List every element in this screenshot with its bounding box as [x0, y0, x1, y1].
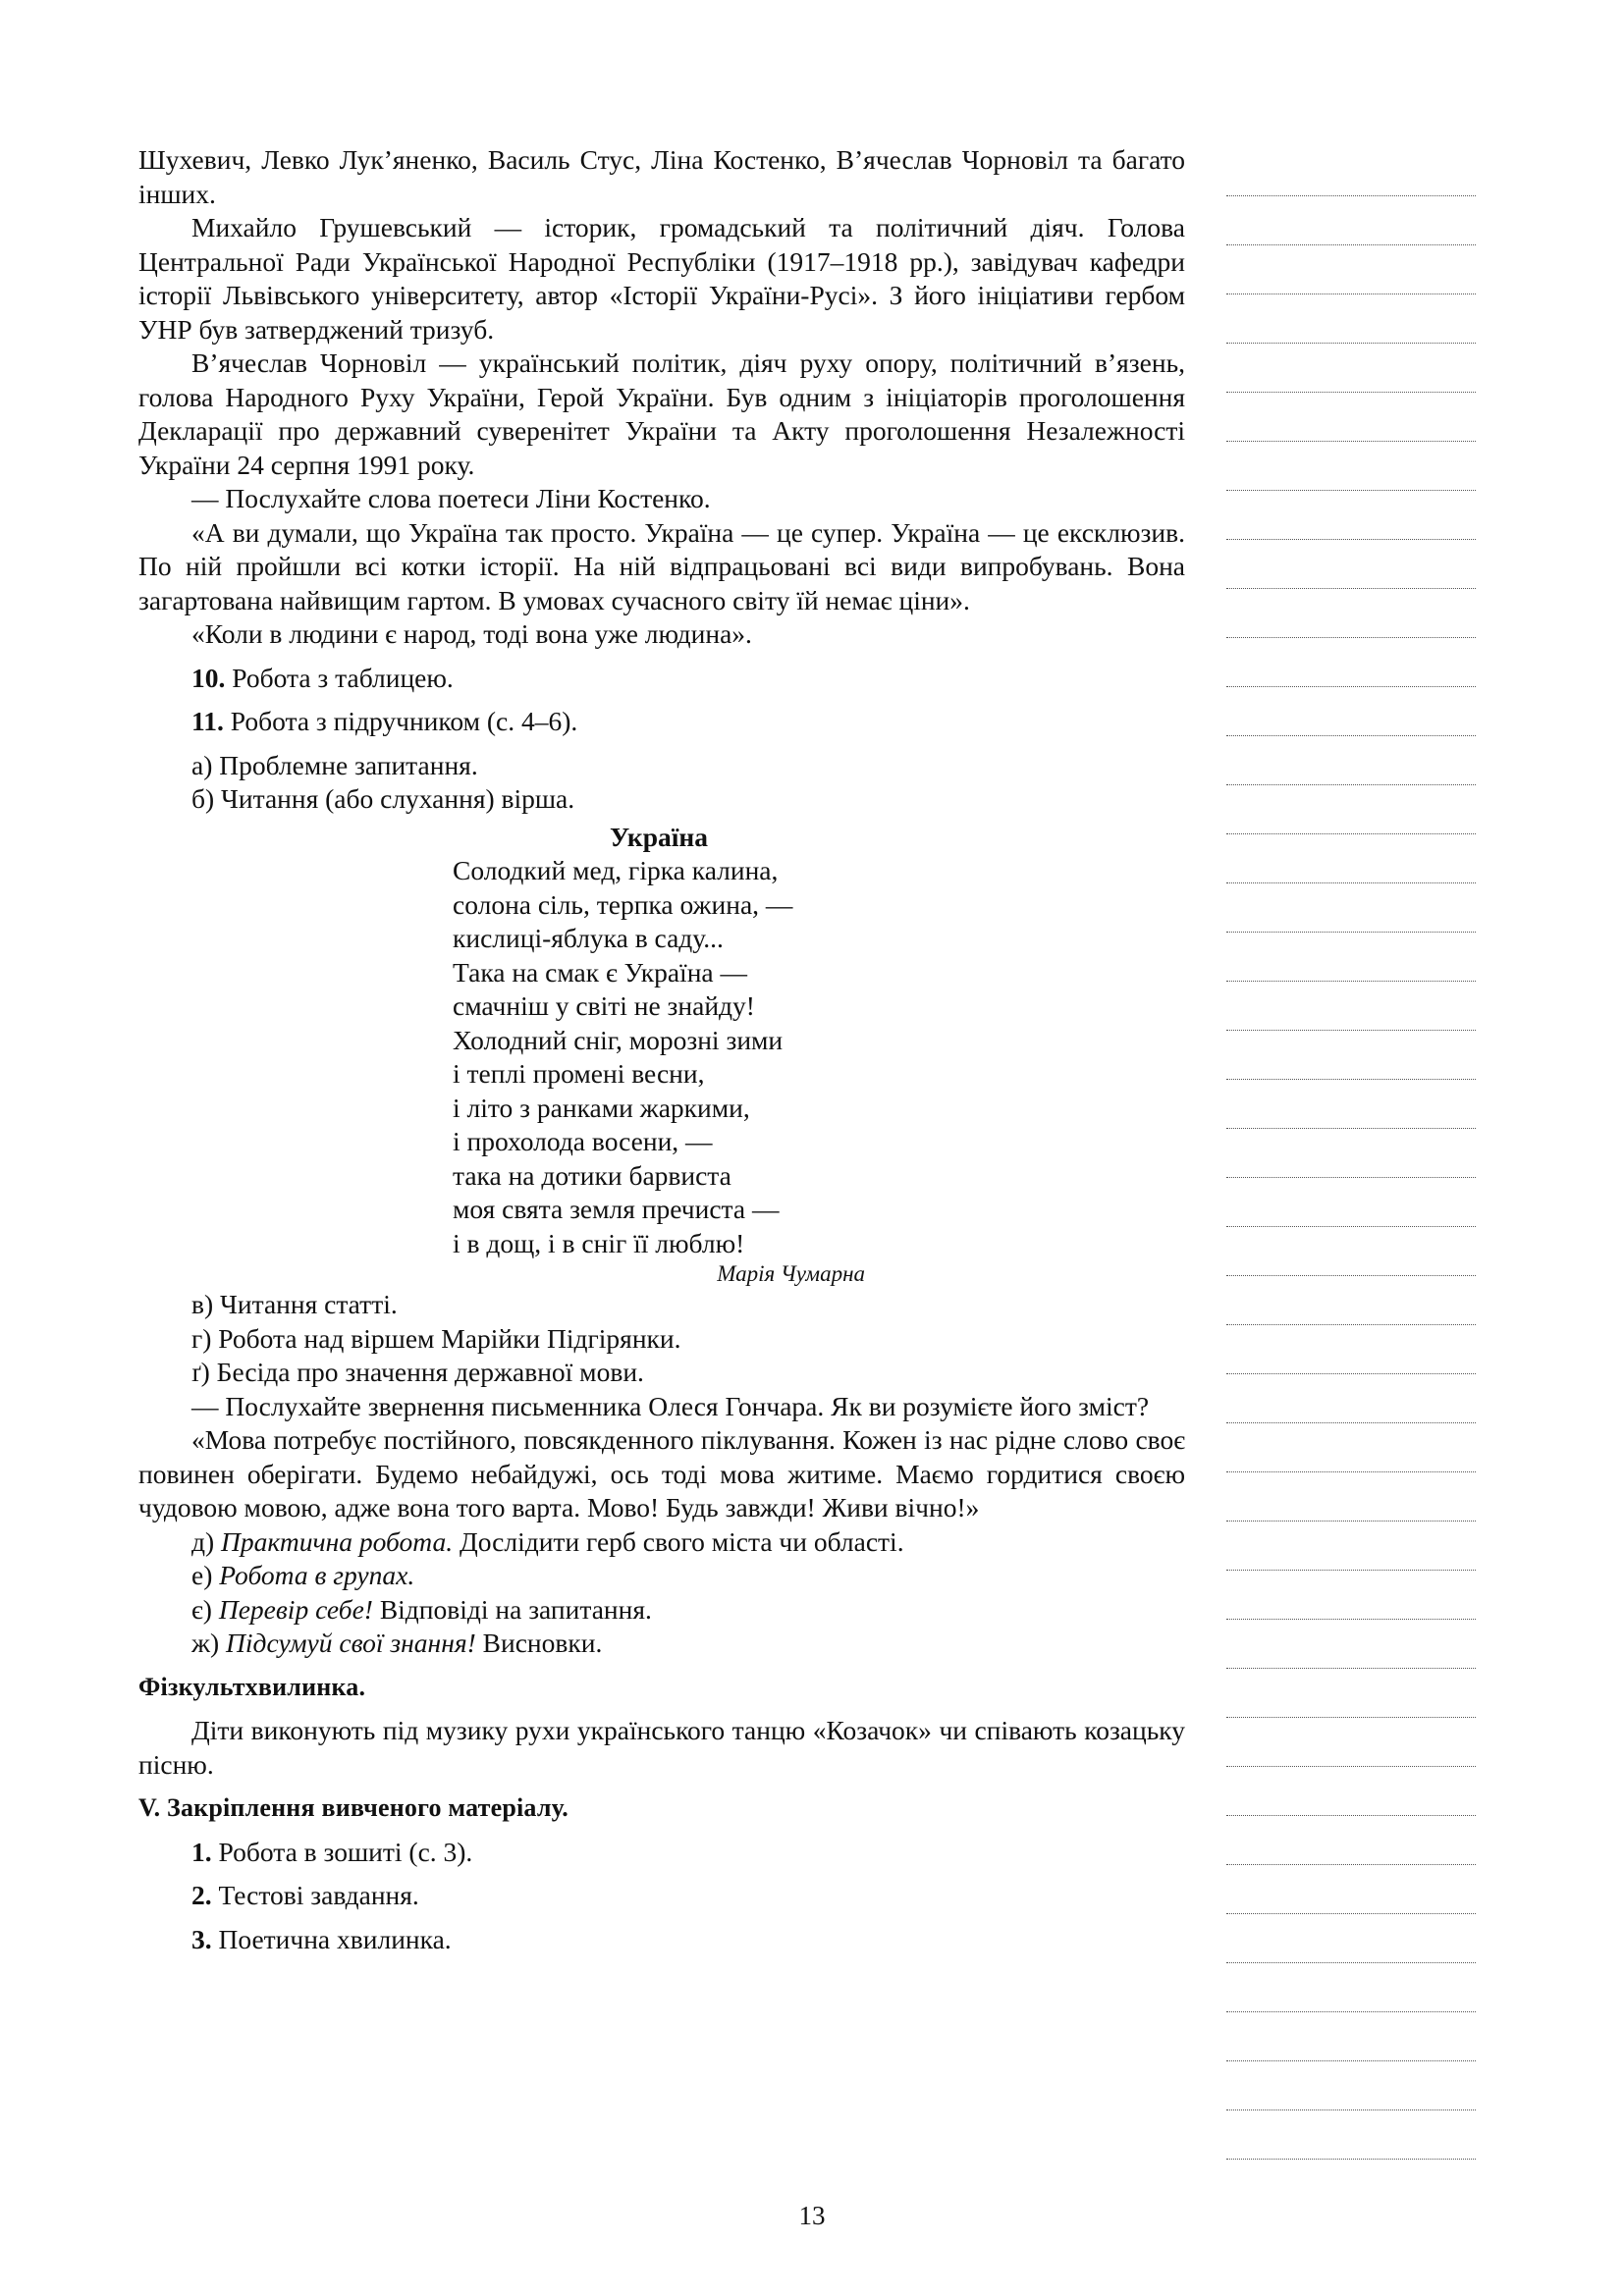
item-text: Відповіді на запитання.: [372, 1593, 652, 1625]
heading-section-v: V. Закріплення вивченого матеріалу.: [138, 1793, 568, 1822]
note-line: [1226, 1325, 1476, 1374]
poem-line: кислиці-яблука в саду...: [453, 923, 724, 953]
note-line: [1226, 2110, 1476, 2160]
item-number: 2.: [191, 1880, 212, 1910]
note-line: [1226, 1178, 1476, 1227]
note-line: [1226, 933, 1476, 982]
page-number: 13: [798, 2201, 826, 2230]
note-line: [1226, 883, 1476, 933]
subitem-ye: [138, 1593, 1185, 1628]
poem-line: Така на смак є Україна —: [453, 956, 747, 988]
item-v-1: [138, 1836, 1185, 1870]
poem-line: моя свята земля пречиста —: [453, 1194, 780, 1224]
subitem-d: [138, 1525, 1185, 1560]
item-text: Висновки.: [475, 1628, 603, 1658]
subitem-a: а) Проблемне запитання.: [191, 749, 478, 780]
item-v-3: [138, 1923, 1185, 1957]
note-line: [1226, 1423, 1476, 1472]
poem-line: і прохолода восени, —: [453, 1126, 713, 1156]
main-text-column: [138, 143, 1185, 1956]
subitem-g2: ґ) Бесіда про значення державної мови.: [191, 1357, 644, 1387]
note-line: [1226, 687, 1476, 736]
poem-line: Солодкий мед, гірка калина,: [453, 855, 779, 885]
note-line: [1226, 1718, 1476, 1767]
item-11: [138, 705, 1185, 739]
subitem-e: [138, 1559, 1185, 1593]
note-line: [1226, 442, 1476, 491]
note-line: [1226, 1031, 1476, 1080]
note-line: [1226, 1374, 1476, 1423]
note-line: [1226, 589, 1476, 638]
subitem-zh: [138, 1627, 1185, 1661]
item-number: 11.: [191, 706, 224, 736]
note-line: [1226, 834, 1476, 883]
poem: [453, 821, 865, 1289]
poem-line: така на дотики барвиста: [453, 1159, 731, 1191]
note-line: [1226, 1914, 1476, 1963]
paragraph-hrushevsky: Михайло Грушевський — історик, громадський та політичний діяч. Голова Центральної Ради Української Народної Республіки (1917–1918 рр.), завідувач кафедри історії Львівського університету, автор «Історії України-Русі». З його ініціативи гербом УНР був затверджений тризуб.: [138, 212, 1185, 345]
note-line: [1226, 1767, 1476, 1816]
subitem-g: г) Робота над віршем Марійки Підгірянки.: [191, 1322, 681, 1354]
quote-kostenko-2: «Коли в людини є народ, тоді вона уже людина».: [191, 618, 752, 649]
note-line: [1226, 147, 1476, 196]
note-line: [1226, 1816, 1476, 1865]
paragraph: Шухевич, Левко Лук’яненко, Василь Стус, Ліна Костенко, В’ячеслав Чорновіл та багато інших.: [138, 144, 1185, 209]
note-line: [1226, 2012, 1476, 2061]
item-prefix: є): [191, 1593, 219, 1625]
item-number: 10.: [191, 662, 226, 693]
note-line: [1226, 393, 1476, 442]
note-line: [1226, 196, 1476, 245]
item-10: [138, 662, 1185, 696]
note-line: [1226, 982, 1476, 1031]
note-line: [1226, 1080, 1476, 1129]
note-line: [1226, 540, 1476, 589]
poem-line: і в дощ, і в сніг її люблю!: [453, 1227, 745, 1258]
poem-title: Україна: [609, 821, 709, 852]
note-line: [1226, 344, 1476, 393]
item-italic: Практична робота.: [221, 1525, 454, 1557]
quote-kostenko: «А ви думали, що Україна так просто. Україна — це супер. Україна — це ексклюзив. По ній пройшли всі котки історії. На ній відпрацьовані всі види випробувань. Вона загартована найвищим гартом. В умовах сучасного світу їй немає ціни».: [138, 516, 1185, 615]
poem-line: Холодний сніг, морозні зими: [453, 1024, 784, 1055]
paragraph-kostenko-intro: — Послухайте слова поетеси Ліни Костенко.: [191, 483, 711, 513]
item-text: Робота з підручником (с. 4–6).: [223, 706, 578, 736]
item-text: Робота в зошиті (с. 3).: [211, 1836, 473, 1867]
note-line: [1226, 1276, 1476, 1325]
note-line: [1226, 1865, 1476, 1914]
item-italic: Перевір себе!: [218, 1593, 373, 1625]
note-line: [1226, 1571, 1476, 1620]
poem-line: і теплі промені весни,: [453, 1058, 705, 1089]
note-line: [1226, 785, 1476, 834]
poem-author: Марія Чумарна: [717, 1261, 865, 1286]
paragraph-honchar-intro: — Послухайте звернення письменника Олеся Гончара. Як ви розумієте його зміст?: [191, 1390, 1150, 1421]
poem-line: смачніш у світі не знайду!: [453, 990, 755, 1021]
item-v-2: [138, 1879, 1185, 1913]
item-number: 1.: [191, 1836, 212, 1867]
note-line: [1226, 1669, 1476, 1718]
subitem-v: в) Читання статті.: [191, 1289, 398, 1319]
notes-margin: [1226, 147, 1476, 2160]
note-line: [1226, 1522, 1476, 1571]
item-italic: Підсумуй свої знання!: [226, 1628, 476, 1658]
note-line: [1226, 1963, 1476, 2012]
item-number: 3.: [191, 1923, 212, 1954]
item-italic: Робота в групах.: [219, 1560, 415, 1590]
paragraph-chornovil: В’ячеслав Чорновіл — український політик, діяч руху опору, політичний в’язень, голова Народного Руху України, Герой України. Був одним з ініціаторів проголошення Декларації про державний суверенітет України та Акту проголошення Незалежності України 24 серпня 1991 року.: [138, 347, 1185, 480]
item-prefix: д): [191, 1525, 222, 1557]
item-text: Дослідити герб свого міста чи області.: [453, 1525, 904, 1557]
item-text: Робота з таблицею.: [225, 662, 454, 693]
item-text: Поетична хвилинка.: [211, 1923, 452, 1954]
note-line: [1226, 1472, 1476, 1522]
item-text: Тестові завдання.: [211, 1880, 419, 1910]
note-line: [1226, 638, 1476, 687]
note-line: [1226, 245, 1476, 294]
subitem-b: б) Читання (або слухання) вірша.: [191, 783, 575, 814]
note-line: [1226, 294, 1476, 344]
item-prefix: е): [191, 1560, 220, 1590]
poem-line: солона сіль, терпка ожина, —: [453, 888, 793, 920]
note-line: [1226, 736, 1476, 785]
paragraph-fizkult: Діти виконують під музику рухи українського танцю «Козачок» чи співають козацьку пісню.: [138, 1715, 1185, 1780]
note-line: [1226, 491, 1476, 540]
note-line: [1226, 1129, 1476, 1178]
note-line: [1226, 1227, 1476, 1276]
quote-honchar: «Мова потребує постійного, повсякденного піклування. Кожен із нас рідне слово своє повинен оберігати. Будемо небайдужі, ось тоді мова житиме. Маємо гордитися своєю чудовою мовою, адже вона того варта. Мово! Будь завжди! Живи вічно!»: [138, 1424, 1185, 1522]
item-prefix: ж): [191, 1628, 227, 1658]
note-line: [1226, 2061, 1476, 2110]
note-line: [1226, 1620, 1476, 1669]
poem-line: і літо з ранками жаркими,: [453, 1092, 750, 1123]
heading-fizkult: Фізкультхвилинка.: [138, 1672, 366, 1701]
